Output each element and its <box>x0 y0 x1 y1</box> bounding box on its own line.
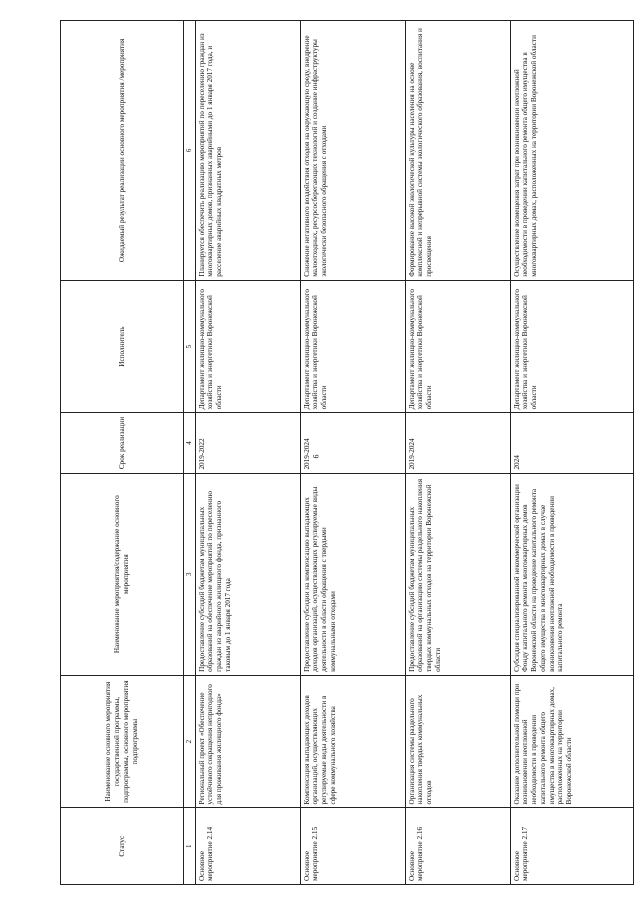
column-number: 6 <box>184 21 196 281</box>
activities-table <box>60 20 634 885</box>
table-row <box>300 21 405 885</box>
row-status: Основное мероприятие 2.14 <box>195 808 300 885</box>
row-result: Осуществление возмещения затрат при возникновении неотложной необходимости в проведении капитального ремонта общего имущества в многоквартирных домах, расположенных на территории Воронежской области <box>510 21 633 281</box>
row-result: Снижение негативного воздействия отходов на окружающую среду, внедрение малоотходных, ресурсосберегающих технологий и создание инфраструктуры экологически безопасного обращения с отходами <box>300 21 405 281</box>
row-status: Основное мероприятие 2.15 <box>300 808 405 885</box>
table-row <box>510 21 633 885</box>
header-term: Срок реализации <box>61 413 184 473</box>
row-name: Оказание дополнительной помощи при возникновении неотложной необходимости в проведении капитального ремонта общего имущества в многоквартирных домах, расположенных на территории Воронежской области <box>510 675 633 808</box>
column-number: 2 <box>184 675 196 808</box>
page-number: 6 <box>311 454 321 459</box>
row-name: Компенсация выпадающих доходов организаций, осуществляющих регулируемые виды деятельности в сфере коммунального хозяйства <box>300 675 405 808</box>
row-content: Субсидия специализированной некоммерческой организации Фонду капитального ремонта многоквартирных домов Воронежской области на проведение капитального ремонта общего имущества в многоквартирных домах в случае возникновения неотложной необходимости в проведении капитального ремонта <box>510 473 633 675</box>
row-executor: Департамент жилищно-коммунального хозяйства и энергетики Воронежской области <box>300 280 405 413</box>
row-result: Формирование высокой экологической культуры населения на основе комплексной и непрерывной системы экологического образования, воспитания и просвещения <box>405 21 510 281</box>
row-result: Планируется обеспечить реализацию мероприятий по переселению граждан из многоквартирных домов, признанных аварийными до 1 января 2017 года, и расселение аварийных квадратных метров <box>195 21 300 281</box>
column-number: 3 <box>184 473 196 675</box>
row-term: 2024 <box>510 413 633 473</box>
header-status: Статус <box>61 808 184 885</box>
column-number-row <box>184 21 196 885</box>
row-status: Основное мероприятие 2.17 <box>510 808 633 885</box>
row-executor: Департамент жилищно-коммунального хозяйства и энергетики Воронежской области <box>195 280 300 413</box>
table-row <box>405 21 510 885</box>
row-content: Предоставление субсидии на компенсацию выпадающих доходов организаций, осуществляющих регулируемые виды деятельности в области обращения с твердыми коммунальными отходами <box>300 473 405 675</box>
column-number: 5 <box>184 280 196 413</box>
row-term: 2019-2024 <box>300 413 405 473</box>
row-name: Региональный проект «Обеспечение устойчивого сокращения непригодного для проживания жилищного фонда» <box>195 675 300 808</box>
document-page <box>60 20 640 885</box>
header-executor: Исполнитель <box>61 280 184 413</box>
row-content: Предоставление субсидий бюджетам муниципальных образований на организацию системы раздельного накопления твердых коммунальных отходов на территории Воронежской области <box>405 473 510 675</box>
header-name: Наименование основного мероприятия государственной программы, подпрограммы, основного мероприятия подпрограммы <box>61 675 184 808</box>
row-executor: Департамент жилищно-коммунального хозяйства и энергетики Воронежской области <box>510 280 633 413</box>
row-executor: Департамент жилищно-коммунального хозяйства и энергетики Воронежской области <box>405 280 510 413</box>
table-row <box>195 21 300 885</box>
row-content: Предоставление субсидий бюджетам муниципальных образований на обеспечение мероприятий по переселению граждан из аварийного жилищного фонда, признанного таковым до 1 января 2017 года <box>195 473 300 675</box>
row-term: 2019-2024 <box>405 413 510 473</box>
row-term: 2019-2022 <box>195 413 300 473</box>
rotated-table-container <box>60 20 580 885</box>
header-result: Ожидаемый результат реализации основного мероприятия /мероприятия <box>61 21 184 281</box>
table-header-row <box>61 21 184 885</box>
column-number: 4 <box>184 413 196 473</box>
column-number: 1 <box>184 808 196 885</box>
row-name: Организация системы раздельного накопления твердых коммунальных отходов <box>405 675 510 808</box>
row-status: Основное мероприятие 2.16 <box>405 808 510 885</box>
header-content: Наименование мероприятия/содержание основного мероприятия <box>61 473 184 675</box>
